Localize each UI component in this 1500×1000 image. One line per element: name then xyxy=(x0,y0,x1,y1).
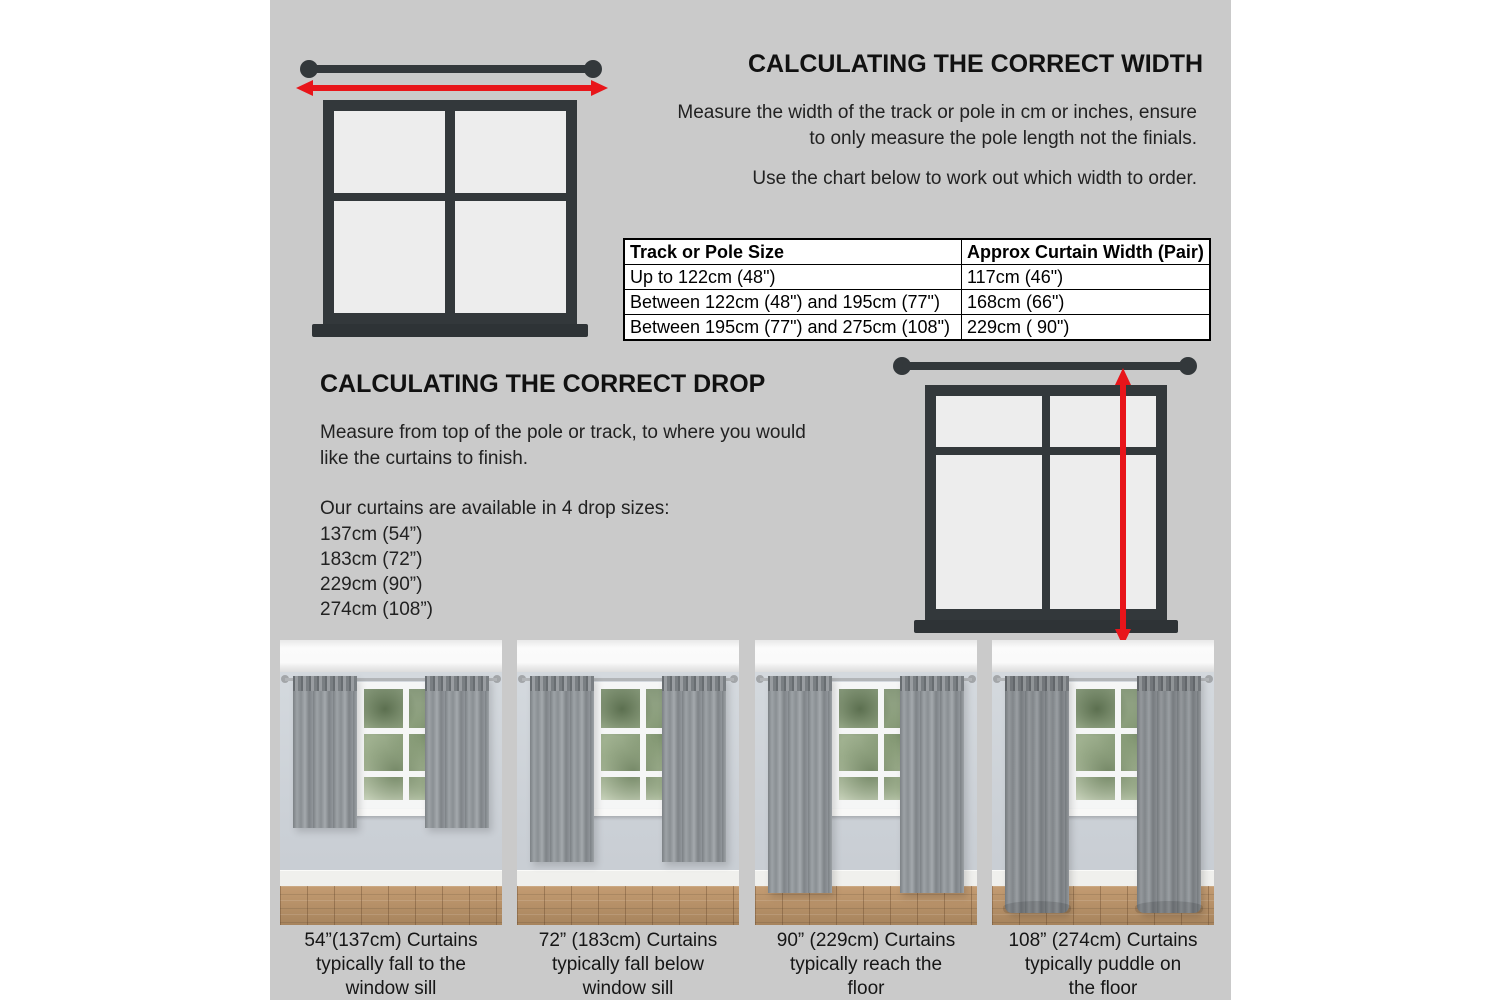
width-intro-line: to only measure the pole length not the finials. xyxy=(809,128,1197,149)
window-pane xyxy=(334,201,445,313)
photo-caption-72-inch xyxy=(512,929,744,1000)
window-mullion xyxy=(403,682,409,809)
ceiling-molding xyxy=(280,640,502,672)
width-measure-arrow-icon xyxy=(296,80,608,96)
drop-size-item: 137cm (54”) xyxy=(320,524,423,545)
curtain-panel-right xyxy=(662,676,726,862)
drop-section-title: CALCULATING THE CORRECT DROP xyxy=(320,370,766,398)
window-pane xyxy=(1050,396,1156,447)
caption-line: typically reach the xyxy=(789,954,943,975)
window-pane xyxy=(334,111,445,193)
curtain-panel-left xyxy=(1005,676,1069,913)
window-pane xyxy=(1050,455,1156,609)
chart-hint-text: Use the chart below to work out which width to order. xyxy=(752,168,1197,189)
window-pane xyxy=(455,111,566,193)
caption-line: 54”(137cm) Curtains xyxy=(304,930,478,951)
size-chart-table xyxy=(623,238,1211,341)
photo-caption-90-inch xyxy=(750,929,982,1000)
curtain-panel-right xyxy=(1137,676,1201,913)
column-header-curtain-width: Approx Curtain Width (Pair) xyxy=(962,239,1210,265)
window-pane xyxy=(455,201,566,313)
wood-floor xyxy=(517,886,739,925)
window-mullion xyxy=(878,682,884,809)
drop-sizes-intro-text: Our curtains are available in 4 drop sizes: xyxy=(320,498,670,519)
drop-size-item: 183cm (72”) xyxy=(320,549,423,570)
caption-line: typically fall to the xyxy=(316,954,466,975)
arrow-shaft xyxy=(1120,381,1126,633)
ceiling-molding xyxy=(517,640,739,672)
table-row xyxy=(624,265,1210,290)
width-intro-line: Measure the width of the track or pole in cm or inches, ensure xyxy=(677,102,1197,123)
curtain-pole-graphic xyxy=(902,362,1188,370)
window-diagram xyxy=(323,100,577,324)
drop-intro-line: Measure from top of the pole or track, to where you would xyxy=(320,422,806,443)
drop-size-item: 229cm (90”) xyxy=(320,574,423,595)
photo-caption-54-inch xyxy=(275,929,507,1000)
curtain-photo-54-inch xyxy=(280,640,502,925)
ceiling-molding xyxy=(755,640,977,672)
caption-line: typically fall below xyxy=(551,954,705,975)
window-mullion xyxy=(640,682,646,809)
table-header-row xyxy=(624,239,1210,265)
width-section-title: CALCULATING THE CORRECT WIDTH xyxy=(748,50,1204,78)
caption-line: the floor xyxy=(1068,978,1138,999)
table-row xyxy=(624,315,1210,341)
caption-line: 108” (274cm) Curtains xyxy=(1008,930,1198,951)
table-cell: Between 122cm (48") and 195cm (77") xyxy=(624,290,962,315)
curtain-panel-left xyxy=(768,676,832,893)
table-cell: 117cm (46") xyxy=(962,265,1210,290)
table-cell: Between 195cm (77") and 275cm (108") xyxy=(624,315,962,341)
table-cell: Up to 122cm (48") xyxy=(624,265,962,290)
window-mullion xyxy=(1115,682,1121,809)
curtain-panel-right xyxy=(900,676,964,893)
curtain-photo-72-inch xyxy=(517,640,739,925)
caption-line: typically puddle on xyxy=(1024,954,1182,975)
width-intro-paragraph xyxy=(620,100,1197,152)
window-pane xyxy=(936,455,1042,609)
window-pane xyxy=(936,396,1042,447)
caption-line: 72” (183cm) Curtains xyxy=(538,930,718,951)
drop-measure-arrow-icon xyxy=(1115,368,1131,646)
drop-sizes-list xyxy=(320,522,620,622)
caption-line: 90” (229cm) Curtains xyxy=(776,930,956,951)
arrow-shaft xyxy=(309,85,595,91)
caption-line: floor xyxy=(847,978,885,999)
arrow-right-head-icon xyxy=(591,80,608,96)
caption-line: window sill xyxy=(345,978,437,999)
caption-line: window sill xyxy=(582,978,674,999)
drop-intro-paragraph xyxy=(320,420,880,472)
curtain-photo-108-inch xyxy=(992,640,1214,925)
curtain-panel-left xyxy=(530,676,594,862)
wood-floor xyxy=(280,886,502,925)
table-row xyxy=(624,290,1210,315)
drop-size-item: 274cm (108”) xyxy=(320,599,433,620)
ceiling-molding xyxy=(992,640,1214,672)
table-cell: 168cm (66") xyxy=(962,290,1210,315)
table-cell: 229cm ( 90") xyxy=(962,315,1210,341)
curtain-photo-90-inch xyxy=(755,640,977,925)
drop-intro-line: like the curtains to finish. xyxy=(320,448,529,469)
curtain-pole-graphic xyxy=(309,65,593,73)
window-sill-graphic xyxy=(914,620,1178,633)
column-header-track-or-pole: Track or Pole Size xyxy=(624,239,962,265)
curtain-panel-right xyxy=(425,676,489,828)
window-sill-graphic xyxy=(312,324,588,337)
photo-caption-108-inch xyxy=(987,929,1219,1000)
curtain-panel-left xyxy=(293,676,357,828)
